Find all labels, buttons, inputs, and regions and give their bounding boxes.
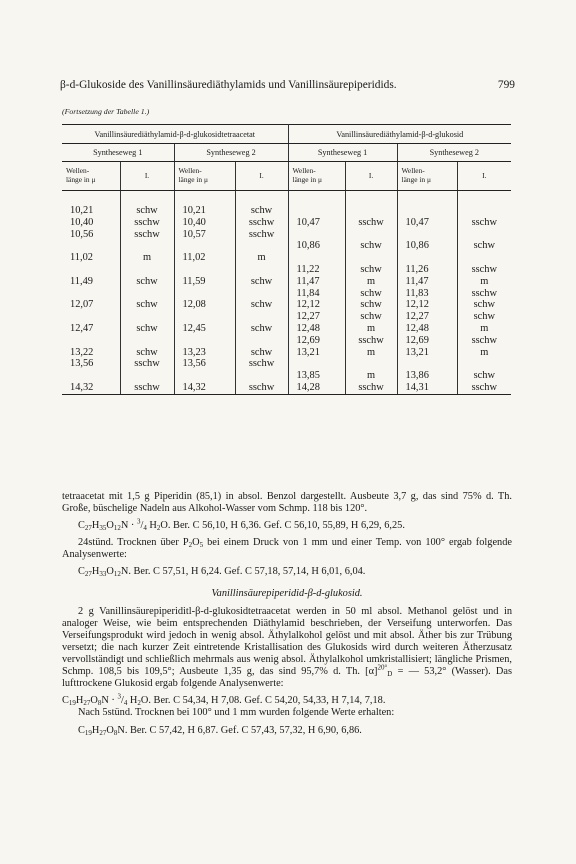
paragraph: tetraacetat mit 1,5 g Piperidin (85,1) in absol. Benzol dargestellt. Ausbeute 3,7 g, das sind 75% d. Th. Große, büschelige Nadeln aus Alkohol-Wasser vom Schmp. 118 bis 120°.: [62, 491, 512, 515]
wavelength-cell: 12,08: [174, 299, 235, 311]
ir-table: [62, 124, 511, 395]
intensity-cell: [235, 335, 288, 347]
wavelength-cell: 12,47: [62, 323, 120, 335]
table-row: [62, 229, 511, 241]
wavelength-cell: [288, 358, 345, 370]
intensity-cell: schw: [235, 205, 288, 217]
wavelength-cell: 10,40: [62, 217, 120, 229]
subgroup-header: Syntheseweg 2: [174, 144, 288, 162]
table-column-header: [62, 162, 511, 191]
wavelength-cell: [288, 252, 345, 264]
wavelength-cell: [397, 205, 457, 217]
intensity-cell: schw: [235, 276, 288, 288]
wavelength-cell: 11,59: [174, 276, 235, 288]
intensity-cell: [120, 370, 174, 382]
intensity-cell: [120, 335, 174, 347]
wavelength-cell: [62, 311, 120, 323]
wavelength-cell: 12,48: [397, 323, 457, 335]
table-row: [62, 335, 511, 347]
intensity-cell: sschw: [235, 382, 288, 394]
subgroup-header: Syntheseweg 1: [288, 144, 397, 162]
table-row: [62, 370, 511, 382]
formula-line: $C_{27}H_{35}O_{12}N \cdot ^3/_4$ $H_2O$. Ber. C 56,10, H 6,36. Gef. C 56,10, 55,89, H 6,29, 6,25.: [78, 517, 405, 533]
intensity-cell: schw: [473, 311, 495, 323]
wavelength-cell: 11,84: [288, 288, 345, 300]
intensity-cell: sschw: [120, 217, 174, 229]
wavelength-cell: 14,32: [62, 382, 120, 394]
wavelength-cell: 12,27: [288, 311, 345, 323]
wavelength-cell: [288, 229, 345, 241]
wavelength-cell: [174, 335, 235, 347]
intensity-cell: sschw: [471, 334, 497, 346]
formula-line: $C_{27}H_{33}O_{12}N$. Ber. C 57,51, H 6,24. Gef. C 57,18, 57,14, H 6,01, 6,04.: [78, 566, 366, 579]
intensity-cell: [457, 229, 511, 241]
table-row: [62, 347, 511, 359]
wavelength-cell: 10,40: [174, 217, 235, 229]
intensity-cell: [235, 370, 288, 382]
wavelength-cell: 10,47: [397, 217, 457, 229]
intensity-cell: [120, 288, 174, 300]
intensity-cell: [235, 288, 288, 300]
intensity-cell: schw: [120, 205, 174, 217]
intensity-cell: [457, 205, 511, 217]
wavelength-cell: 13,85: [288, 370, 345, 382]
wavelength-cell: 11,22: [288, 264, 345, 276]
column-header-intensity: I.: [120, 162, 174, 191]
wavelength-cell: 10,86: [288, 240, 345, 252]
wavelength-cell: 11,02: [62, 252, 120, 264]
intensity-cell: [345, 252, 397, 264]
wavelength-cell: 10,86: [397, 240, 457, 252]
wavelength-cell: [62, 288, 120, 300]
wavelength-cell: 11,49: [62, 276, 120, 288]
intensity-cell: schw: [473, 370, 495, 382]
table-row: [62, 276, 511, 288]
body-text: [62, 491, 512, 737]
wavelength-cell: [174, 264, 235, 276]
intensity-cell: m: [345, 347, 397, 359]
wavelength-cell: 13,21: [288, 347, 345, 359]
intensity-cell: schw: [345, 311, 397, 323]
intensity-cell: sschw: [120, 358, 174, 370]
table-row: [62, 288, 511, 300]
table-group-header: [62, 125, 511, 144]
wavelength-cell: 12,69: [397, 335, 457, 347]
intensity-cell: sschw: [471, 287, 497, 299]
paragraph: 24stünd. Trocknen über $P_2O_5$ bei einem Druck von 1 mm und einer Temp. von 100° ergab folgende Analysenwerte:: [62, 537, 512, 561]
intensity-cell: sschw: [345, 335, 397, 347]
paragraph: Nach 5stünd. Trocknen bei 100° und 1 mm wurden folgende Werte erhalten:: [78, 707, 395, 719]
section-title: Vanillinsäurepiperidid-β-d-glukosid.: [211, 587, 363, 599]
wavelength-cell: 12,48: [288, 323, 345, 335]
wavelength-cell: [397, 229, 457, 241]
wavelength-cell: [288, 205, 345, 217]
wavelength-cell: 13,56: [174, 358, 235, 370]
group-header-left: Vanillinsäurediäthylamid-β-d-glukosidtetraacetat: [62, 125, 288, 144]
subgroup-header: Syntheseweg 2: [397, 144, 511, 162]
intensity-cell: sschw: [471, 263, 497, 275]
intensity-cell: sschw: [120, 382, 174, 394]
table-row: [62, 217, 511, 229]
intensity-cell: m: [480, 322, 489, 334]
wavelength-cell: 11,83: [397, 288, 457, 300]
intensity-cell: m: [345, 276, 397, 288]
formula-line: $C_{19}H_{27}O_8N \cdot ^3/_4$ $H_2O$. Ber. C 54,34, H 7,08. Gef. C 54,20, 54,33, H 7,14, 7,18.: [62, 692, 386, 708]
intensity-cell: schw: [473, 299, 495, 311]
column-header-intensity: I.: [457, 162, 511, 191]
column-header-intensity: I.: [345, 162, 397, 191]
wavelength-cell: 12,69: [288, 335, 345, 347]
wavelength-cell: 12,45: [174, 323, 235, 335]
wavelength-cell: 12,12: [397, 299, 457, 311]
intensity-cell: m: [235, 252, 288, 264]
intensity-cell: [345, 358, 397, 370]
wavelength-cell: 12,27: [397, 311, 457, 323]
table-row: [62, 299, 511, 311]
wavelength-cell: 13,86: [397, 370, 457, 382]
wavelength-cell: [62, 370, 120, 382]
table-row: [62, 382, 511, 394]
intensity-cell: schw: [235, 347, 288, 359]
wavelength-cell: 11,26: [397, 264, 457, 276]
intensity-cell: m: [480, 346, 489, 358]
intensity-cell: m: [120, 252, 174, 264]
running-title: β-d-Glukoside des Vanillinsäurediäthylamids und Vanillinsäurepiperidids.: [60, 79, 397, 91]
formula-line: $C_{19}H_{27}O_8N$. Ber. C 57,42, H 6,87. Gef. C 57,43, 57,32, H 6,90, 6,86.: [78, 724, 362, 737]
wavelength-cell: 10,56: [62, 229, 120, 241]
wavelength-cell: [62, 264, 120, 276]
table-row: [62, 205, 511, 217]
column-header-wavelength: Wellen- länge in μ: [288, 162, 345, 191]
wavelength-cell: [174, 311, 235, 323]
intensity-cell: schw: [345, 240, 397, 252]
intensity-cell: schw: [345, 299, 397, 311]
intensity-cell: [120, 264, 174, 276]
intensity-cell: schw: [235, 299, 288, 311]
table-caption: (Fortsetzung der Tabelle 1.): [62, 107, 150, 116]
intensity-cell: [457, 252, 511, 264]
page-number: 799: [497, 79, 515, 91]
intensity-cell: sschw: [345, 217, 397, 229]
group-header-right: Vanillinsäurediäthylamid-β-d-glukosid: [288, 125, 511, 144]
table-row: [62, 323, 511, 335]
paragraph: 2 g Vanillinsäurepiperiditl-β-d-glukosidtetraacetat werden in 50 ml absol. Methanol gelöst und in analoger Weise, wie beim entsprechenden Diäthylamid beschrieben, der Verseifung unterworfen. Das Verseifungsprodukt wird jedoch in wenig absol. Äthylalkohol gelöst und mit absol. Äther bis zur Trübung versetzt; die nach kurzer Zeit eintretende Kristallisation des Glukosids wird durch weiteren Ätherzusatz vervollständigt und schließlich mehrmals aus wenig absol. Äthylalkohol umkristallisiert; längliche Prismen, Schmp. 108,5 bis 109,5°; Ausbeute 1,35 g, das sind 95,7% d. Th. $[\alpha]^{20^\circ}_D$ = — 53,2° (Wasser). Das lufttrockene Glukosid ergab folgende Analysenwerte:: [62, 605, 512, 690]
wavelength-cell: 10,47: [288, 217, 345, 229]
wavelength-cell: 13,21: [397, 347, 457, 359]
intensity-cell: [345, 205, 397, 217]
wavelength-cell: 11,47: [288, 276, 345, 288]
column-header-wavelength: Wellen- länge in μ: [397, 162, 457, 191]
wavelength-cell: [174, 288, 235, 300]
intensity-cell: schw: [120, 276, 174, 288]
intensity-cell: schw: [120, 347, 174, 359]
table-subgroup-header: [62, 144, 511, 162]
table-body: [62, 205, 511, 394]
intensity-cell: m: [480, 275, 489, 287]
wavelength-cell: 12,07: [62, 299, 120, 311]
intensity-cell: sschw: [457, 382, 511, 394]
wavelength-cell: [174, 370, 235, 382]
wavelength-cell: 14,31: [397, 382, 457, 394]
table-row: [62, 311, 511, 323]
wavelength-cell: 12,12: [288, 299, 345, 311]
subgroup-header: Syntheseweg 1: [62, 144, 174, 162]
intensity-cell: schw: [345, 288, 397, 300]
column-header-intensity: I.: [235, 162, 288, 191]
intensity-cell: [345, 229, 397, 241]
wavelength-cell: 10,57: [174, 229, 235, 241]
intensity-cell: sschw: [471, 216, 497, 228]
wavelength-cell: [62, 240, 120, 252]
wavelength-cell: 11,47: [397, 276, 457, 288]
column-header-wavelength: Wellen- länge in μ: [62, 162, 120, 191]
wavelength-cell: 13,23: [174, 347, 235, 359]
intensity-cell: [235, 311, 288, 323]
wavelength-cell: 14,32: [174, 382, 235, 394]
intensity-cell: [235, 240, 288, 252]
intensity-cell: sschw: [120, 229, 174, 241]
wavelength-cell: [397, 252, 457, 264]
table-row: [62, 252, 511, 264]
intensity-cell: sschw: [235, 229, 288, 241]
wavelength-cell: [397, 358, 457, 370]
table-row: [62, 358, 511, 370]
intensity-cell: m: [345, 370, 397, 382]
wavelength-cell: 14,28: [288, 382, 345, 394]
intensity-cell: [235, 264, 288, 276]
intensity-cell: [120, 240, 174, 252]
running-header: [60, 79, 515, 91]
intensity-cell: schw: [120, 299, 174, 311]
intensity-cell: sschw: [235, 217, 288, 229]
column-header-wavelength: Wellen- länge in μ: [174, 162, 235, 191]
wavelength-cell: 13,22: [62, 347, 120, 359]
table-spacer: [62, 191, 511, 206]
wavelength-cell: [174, 240, 235, 252]
intensity-cell: sschw: [235, 358, 288, 370]
intensity-cell: schw: [345, 264, 397, 276]
intensity-cell: [457, 358, 511, 370]
intensity-cell: schw: [120, 323, 174, 335]
intensity-cell: m: [345, 323, 397, 335]
intensity-cell: schw: [473, 240, 495, 252]
wavelength-cell: 13,56: [62, 358, 120, 370]
table-row: [62, 264, 511, 276]
wavelength-cell: 10,21: [174, 205, 235, 217]
wavelength-cell: [62, 335, 120, 347]
table-row: [62, 240, 511, 252]
intensity-cell: schw: [235, 323, 288, 335]
wavelength-cell: 10,21: [62, 205, 120, 217]
wavelength-cell: 11,02: [174, 252, 235, 264]
intensity-cell: [120, 311, 174, 323]
intensity-cell: sschw: [345, 382, 397, 394]
